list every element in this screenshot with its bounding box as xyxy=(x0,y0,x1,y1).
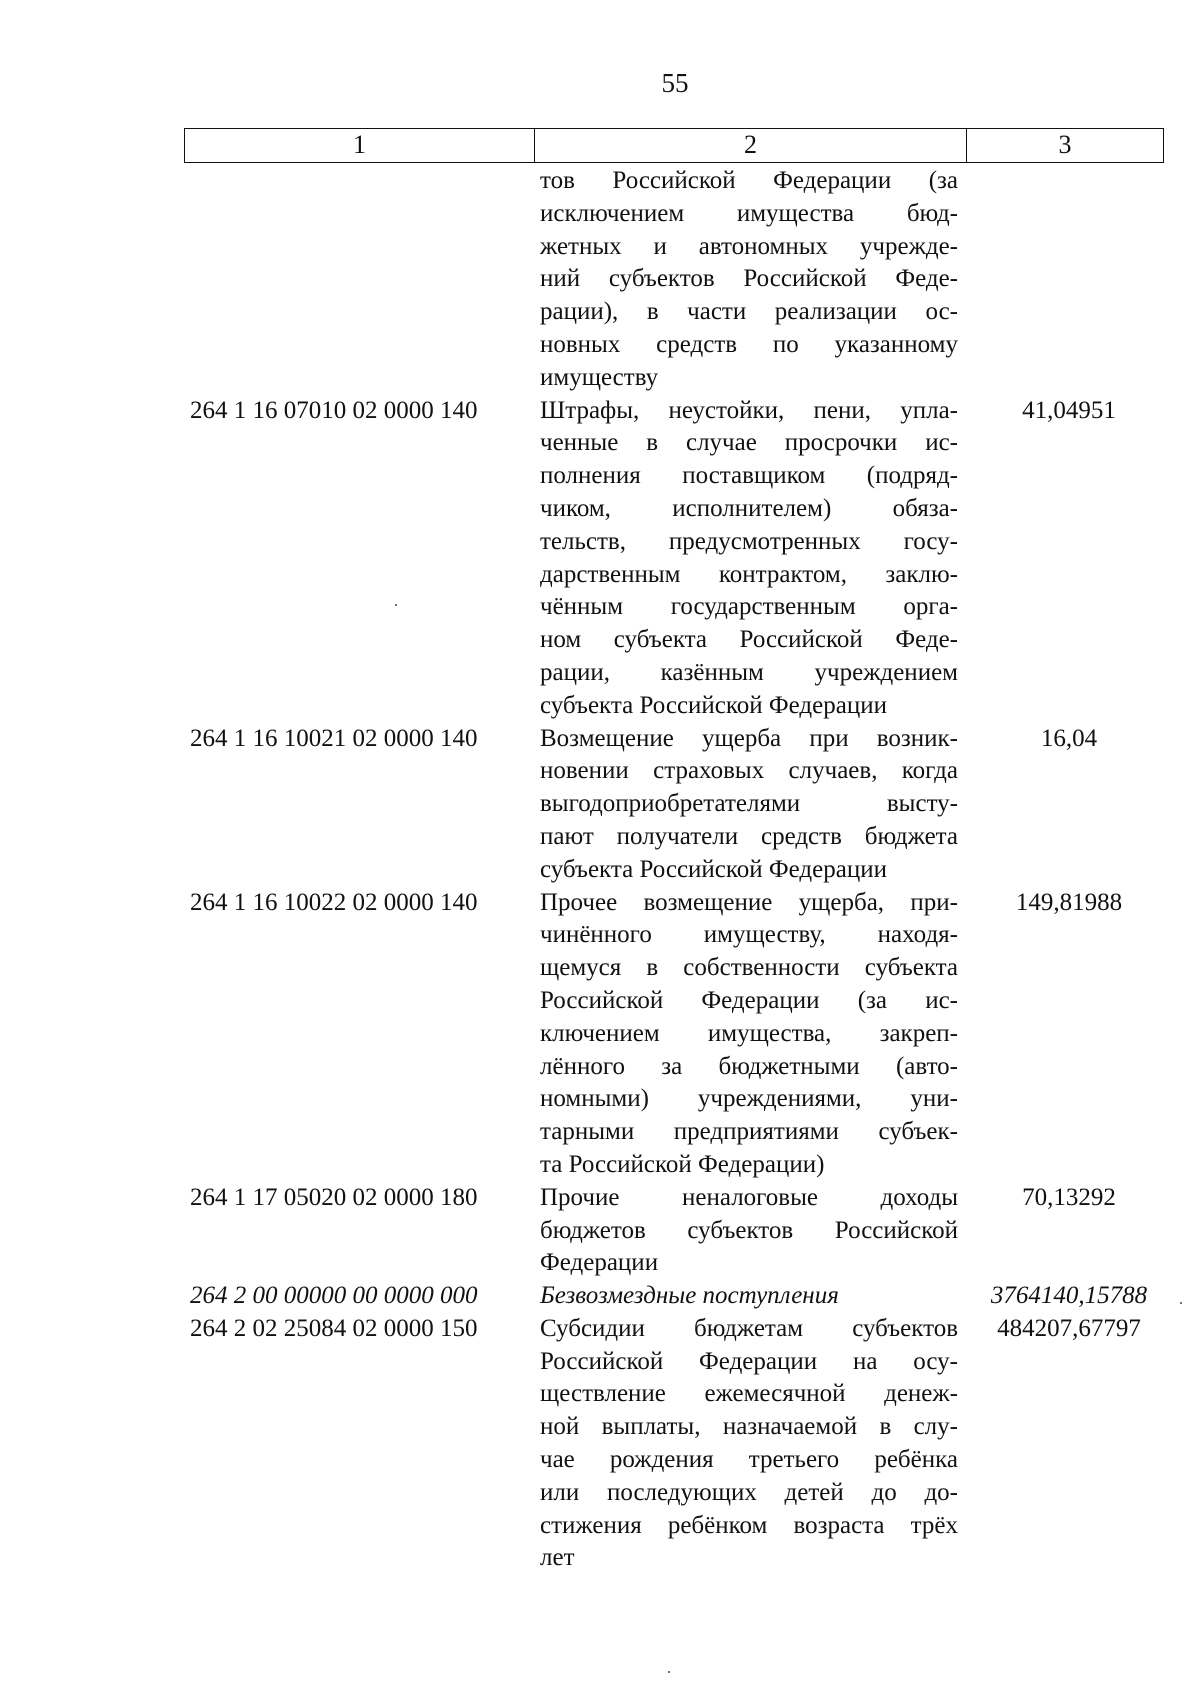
scan-speck xyxy=(1180,1302,1182,1304)
description-line: ключением имущества, закреп- xyxy=(540,1019,958,1047)
description-line: Возмещение ущерба при возник- xyxy=(540,724,958,752)
description-line: ществление ежемесячной денеж- xyxy=(540,1380,958,1408)
description-line: новении страховых случаев, когда xyxy=(540,757,958,785)
row-description xyxy=(540,887,958,1182)
description-line: чиком, исполнителем) обяза- xyxy=(540,494,958,522)
description-line: рации, казённым учреждением xyxy=(540,658,958,686)
description-line: имуществу xyxy=(540,363,659,391)
description-line: Прочие неналоговые доходы xyxy=(540,1183,958,1211)
scan-speck xyxy=(395,604,397,606)
table-row xyxy=(190,723,1170,887)
description-line: субъекта Российской Федерации xyxy=(540,855,887,883)
description-line: чинённого имуществу, находя- xyxy=(540,921,958,949)
description-line: Российской Федерации на осу- xyxy=(540,1347,958,1375)
table-row xyxy=(190,165,1170,395)
description-line: тов Российской Федерации (за xyxy=(540,167,958,194)
description-line: лённого за бюджетными (авто- xyxy=(540,1052,958,1080)
row-code: 264 2 02 25084 02 0000 150 xyxy=(190,1314,478,1342)
table-row xyxy=(190,1182,1170,1280)
row-description xyxy=(540,165,958,395)
row-code: 264 1 16 07010 02 0000 140 xyxy=(190,396,478,424)
row-description xyxy=(540,395,958,723)
description-line: Безвозмездные поступления xyxy=(540,1282,839,1310)
page-number: 55 xyxy=(661,68,689,98)
description-line: исключением имущества бюд- xyxy=(540,199,958,227)
description-line: бюджетов субъектов Российской xyxy=(540,1216,958,1244)
row-amount: 484207,67797 xyxy=(997,1314,1141,1342)
row-amount: 16,04 xyxy=(1040,724,1098,752)
header-col-1: 1 xyxy=(185,129,535,162)
description-line: Российской Федерации (за ис- xyxy=(540,986,958,1014)
row-amount: 41,04951 xyxy=(1022,396,1116,424)
description-line: щемуся в собственности субъекта xyxy=(540,954,958,982)
description-line: чённым государственным орга- xyxy=(540,593,958,621)
description-line: стижения ребёнком возраста трёх xyxy=(540,1511,958,1539)
table-row xyxy=(190,887,1170,1182)
row-code: 264 1 16 10022 02 0000 140 xyxy=(190,888,478,916)
row-code: 264 1 17 05020 02 0000 180 xyxy=(190,1183,478,1211)
description-line: ний субъектов Российской Феде- xyxy=(540,265,958,293)
description-line: лет xyxy=(540,1544,575,1572)
row-amount: 149,81988 xyxy=(1015,888,1123,916)
table-row xyxy=(190,1313,1170,1575)
description-line: выгодоприобретателями высту- xyxy=(540,790,958,818)
header-col-3: 3 xyxy=(1058,130,1072,159)
description-line: Штрафы, неустойки, пени, упла- xyxy=(540,396,958,424)
description-line: Субсидии бюджетам субъектов xyxy=(540,1314,958,1342)
description-line: чае рождения третьего ребёнка xyxy=(540,1446,958,1474)
description-line: Прочее возмещение ущерба, при- xyxy=(540,888,958,916)
scan-speck xyxy=(668,1671,670,1673)
row-amount: 70,13292 xyxy=(1022,1183,1116,1211)
table-body xyxy=(190,165,1170,1575)
table-header xyxy=(184,128,1164,163)
description-line: жетных и автономных учрежде- xyxy=(540,232,958,260)
table-row xyxy=(190,1280,1170,1313)
row-description xyxy=(540,1182,958,1280)
description-line: новных средств по указанному xyxy=(540,330,958,358)
header-col-2: 2 xyxy=(535,129,967,162)
row-description xyxy=(540,1313,958,1575)
description-line: та Российской Федерации) xyxy=(540,1150,825,1178)
row-description xyxy=(540,1280,958,1313)
description-line: или последующих детей до до- xyxy=(540,1478,958,1506)
description-line: ченные в случае просрочки ис- xyxy=(540,429,958,457)
row-code: 264 1 16 10021 02 0000 140 xyxy=(190,724,478,752)
description-line: Федерации xyxy=(540,1249,659,1277)
table-row xyxy=(190,395,1170,723)
row-description xyxy=(540,723,958,887)
description-line: номными) учреждениями, уни- xyxy=(540,1085,958,1113)
description-line: тарными предприятиями субъек- xyxy=(540,1118,958,1146)
description-line: дарственным контрактом, заклю- xyxy=(540,560,958,588)
description-line: пают получатели средств бюджета xyxy=(540,822,958,850)
description-line: рации), в части реализации ос- xyxy=(540,298,958,326)
description-line: полнения поставщиком (подряд- xyxy=(540,462,958,490)
description-line: ной выплаты, назначаемой в слу- xyxy=(540,1413,958,1441)
row-amount: 3764140,15788 xyxy=(990,1282,1148,1310)
description-line: субъекта Российской Федерации xyxy=(540,691,887,719)
row-code: 264 2 00 00000 00 0000 000 xyxy=(190,1282,478,1310)
description-line: ном субъекта Российской Феде- xyxy=(540,626,958,654)
description-line: тельств, предусмотренных госу- xyxy=(540,527,958,555)
